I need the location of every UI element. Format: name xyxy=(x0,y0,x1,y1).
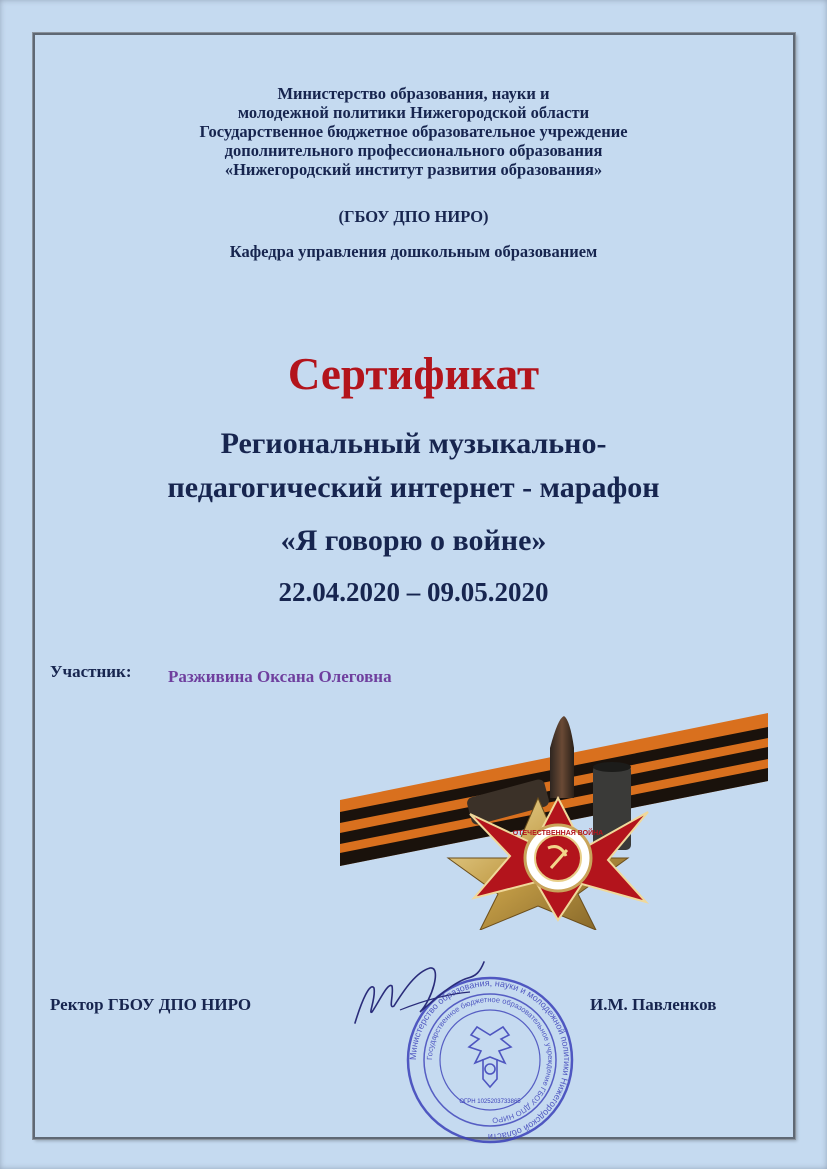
certificate-title: Сертификат xyxy=(287,349,540,399)
org-abbreviation: (ГБОУ ДПО НИРО) xyxy=(338,207,489,226)
stamp-inner-text: Государственное бюджетное образовательное учреждение ГБОУ ДПО НИРО xyxy=(424,994,556,1126)
org-line: дополнительного профессионального образования xyxy=(224,141,603,160)
signatory-position: Ректор ГБОУ ДПО НИРО xyxy=(50,995,252,1014)
double-headed-eagle-icon xyxy=(469,1027,511,1087)
stamp-outer-text: Министерство образования, науки и молодежной политики Нижегородской области xyxy=(407,977,573,1143)
department-name: Кафедра управления дошкольным образованием xyxy=(229,242,598,261)
stamp-ogrn: ОГРН 1025203733865 xyxy=(459,1099,521,1105)
event-title xyxy=(0,422,827,510)
org-line: Министерство образования, науки и xyxy=(277,84,550,103)
event-name: «Я говорю о войне» xyxy=(280,524,547,557)
org-line: «Нижегородский институт развития образования» xyxy=(224,160,603,179)
signatory-name: И.М. Павленков xyxy=(590,995,717,1014)
handwritten-signature xyxy=(350,960,490,1035)
org-line: Государственное бюджетное образовательное учреждение xyxy=(199,122,628,141)
org-line: молодежной политики Нижегородской области xyxy=(237,103,590,122)
organization-block xyxy=(0,84,827,179)
event-dates: 22.04.2020 – 09.05.2020 xyxy=(278,577,549,607)
medal-inscription: ОТЕЧЕСТВЕННАЯ ВОЙНА xyxy=(512,830,604,837)
event-title-line: Региональный музыкально- xyxy=(220,427,607,460)
event-title-line: педагогический интернет - марафон xyxy=(167,471,660,504)
participant-label: Участник: xyxy=(50,662,132,681)
order-medal-image xyxy=(338,708,770,930)
participant-name: Разживина Оксана Олеговна xyxy=(168,667,392,686)
